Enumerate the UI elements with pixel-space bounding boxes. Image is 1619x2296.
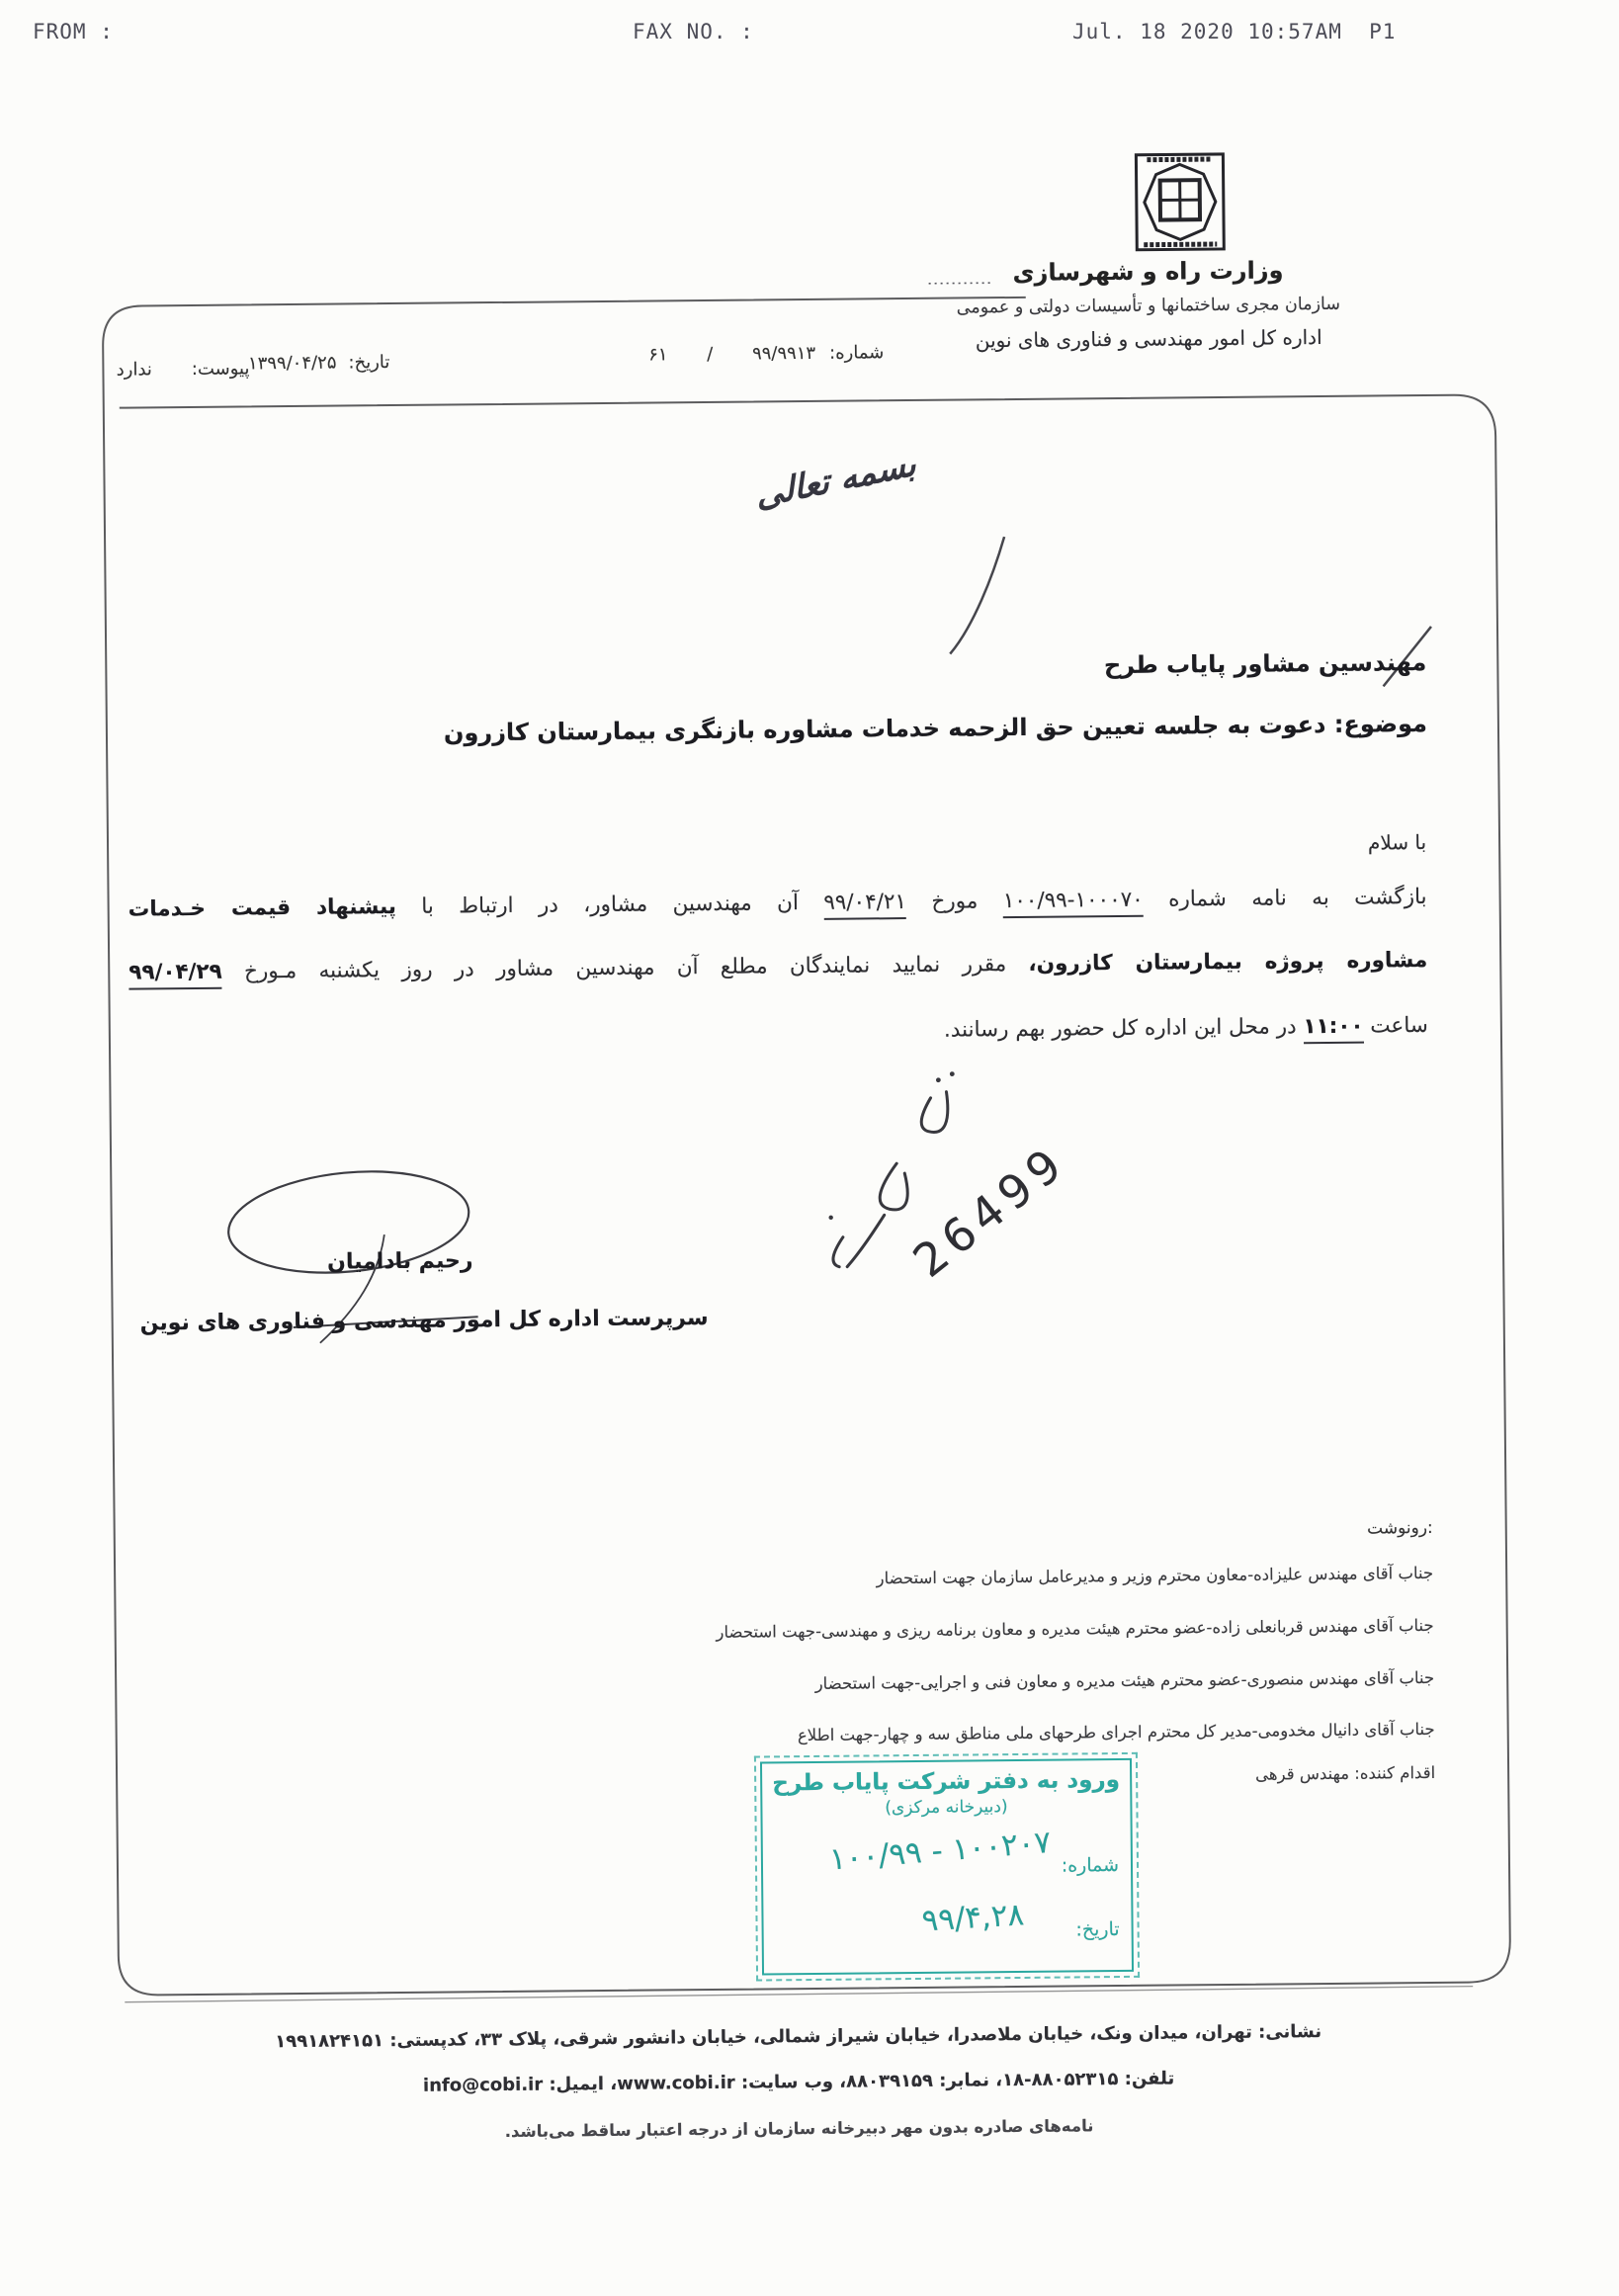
date-label: تاریخ:	[348, 352, 390, 374]
handwritten-tick	[943, 532, 1023, 661]
attachment-field	[117, 358, 250, 380]
date-value: ۱۳۹۹/۰۴/۲۵	[247, 352, 337, 375]
letter-number-field	[648, 342, 884, 365]
fax-timestamp: Jul. 18 2020 10:57AM P1	[1072, 20, 1397, 43]
cc-handler: اقدام کننده: مهندس قرهی	[1255, 1762, 1436, 1784]
fax-from-label: FROM :	[33, 20, 114, 43]
signatory-name: رحیم بادامیان	[326, 1248, 473, 1275]
body-text: در محل این اداره کل حضور بهم رسانند.	[943, 1014, 1304, 1043]
recipient-name: مهندسین مشاور پایاب طرح	[1103, 647, 1427, 680]
body-text-bold: مشاوره پروژه بیمارستان کازرون،	[1028, 947, 1428, 977]
cc-item: جناب آقای مهندس قربانعلی زاده-عضو محترم هیئت مدیره و معاون برنامه ریزی و مهندسی-جهت استحضار	[716, 1615, 1434, 1642]
stamp-number-value: ۱۰۰۲۰۷ - ۱۰۰/۹۹	[828, 1824, 1053, 1878]
department-name: اداره کل امور مهندسی و فناوری های نوین	[975, 324, 1322, 353]
cc-item: جناب آقای مهندس علیزاده-معاون محترم وزیر و مدیرعامل سازمان جهت استحضار	[876, 1563, 1434, 1588]
letter-date-field	[248, 352, 390, 374]
stamp-title: ورود به دفتر شرکت پایاب طرح	[772, 1767, 1121, 1797]
attachment-label: پیوست:	[191, 358, 250, 380]
letterhead	[910, 255, 1386, 353]
attachment-value: ندارد	[116, 359, 152, 381]
ministry-logo	[1133, 150, 1227, 254]
body-text: بازگشت به نامه شماره	[1143, 884, 1427, 912]
salutation: با سلام	[1367, 829, 1427, 855]
footer-disclaimer: نامه‌های صادره بدون مهر دبیرخانه سازمان از درجه اعتبار ساقط می‌باشد.	[504, 2116, 1094, 2142]
receipt-stamp	[760, 1758, 1134, 1976]
reference-date: ۹۹/۰۴/۲۱	[823, 890, 906, 920]
stamp-subtitle: (دبیرخانه مرکزی)	[885, 1797, 1008, 1819]
fax-number-label: FAX NO. :	[633, 20, 754, 43]
body-text-bold: پیشنهاد قیمت خـدمات	[128, 894, 396, 922]
cc-label: رونوشت:	[1367, 1517, 1433, 1539]
body-text: ساعت	[1363, 1012, 1428, 1039]
handwritten-number: 26499	[902, 1134, 1077, 1288]
besmellah-calligraphy: بسمه تعالی	[754, 444, 918, 517]
subject-line: موضوع: دعوت به جلسه تعیین حق الزحمه خدمات مشاوره بازنگری بیمارستان کازرون	[443, 709, 1428, 747]
signatory-title: سرپرست اداره کل امور مهندسی و فناوری های نوین	[139, 1305, 709, 1336]
organization-name: سازمان مجری ساختمانها و تأسیسات دولتی و عمومی	[956, 294, 1341, 318]
stamp-date-value: ۹۹/۴,۲۸	[920, 1897, 1026, 1939]
meeting-date: ۹۹/۰۴/۲۹	[128, 960, 222, 990]
number-value: ۹۹/۹۹۱۳ / ۶۱	[648, 342, 816, 366]
stamp-number-label: شماره:	[1061, 1854, 1120, 1877]
reference-number: ۱۰۰۰۷۰-۱۰۰/۹۹	[1003, 888, 1144, 918]
body-text: مورخ	[905, 889, 1003, 915]
cc-item: جناب آقای دانیال مخدومی-مدیر کل محترم اجرای طرحهای ملی مناطق سه و چهار-جهت اطلاع	[797, 1719, 1435, 1745]
footer-address: نشانی: تهران، میدان ونک، خیابان ملاصدرا، خیابان شیراز شمالی، خیابان دانشور شرقی، پلاک ۳۳، کدپستی: ۱۹۹۱۸۲۴۱۵۱	[275, 2021, 1322, 2053]
body-text: مقرر نمایید نمایندگان مطلع آن مهندسین مشاور در روز یکشنبه مـورخ	[221, 951, 1029, 984]
footer-contact: تلفن: ۸۸۰۵۲۳۱۵-۱۸، نمابر: ۸۸۰۳۹۱۵۹، وب سایت: www.cobi.ir، ایمیل: info@cobi.ir	[422, 2068, 1175, 2096]
ministry-name: وزارت راه و شهرسازی	[1012, 256, 1284, 287]
meeting-time: ۱۱:۰۰	[1303, 1014, 1363, 1045]
cc-item: جناب آقای مهندس منصوری-عضو محترم هیئت مدیره و معاون فنی و اجرایی-جهت استحضار	[814, 1667, 1435, 1693]
body-text: آن مهندسین مشاور، در ارتباط با	[395, 890, 824, 920]
number-label: شماره:	[829, 342, 885, 364]
stamp-date-label: تاریخ:	[1075, 1918, 1120, 1941]
